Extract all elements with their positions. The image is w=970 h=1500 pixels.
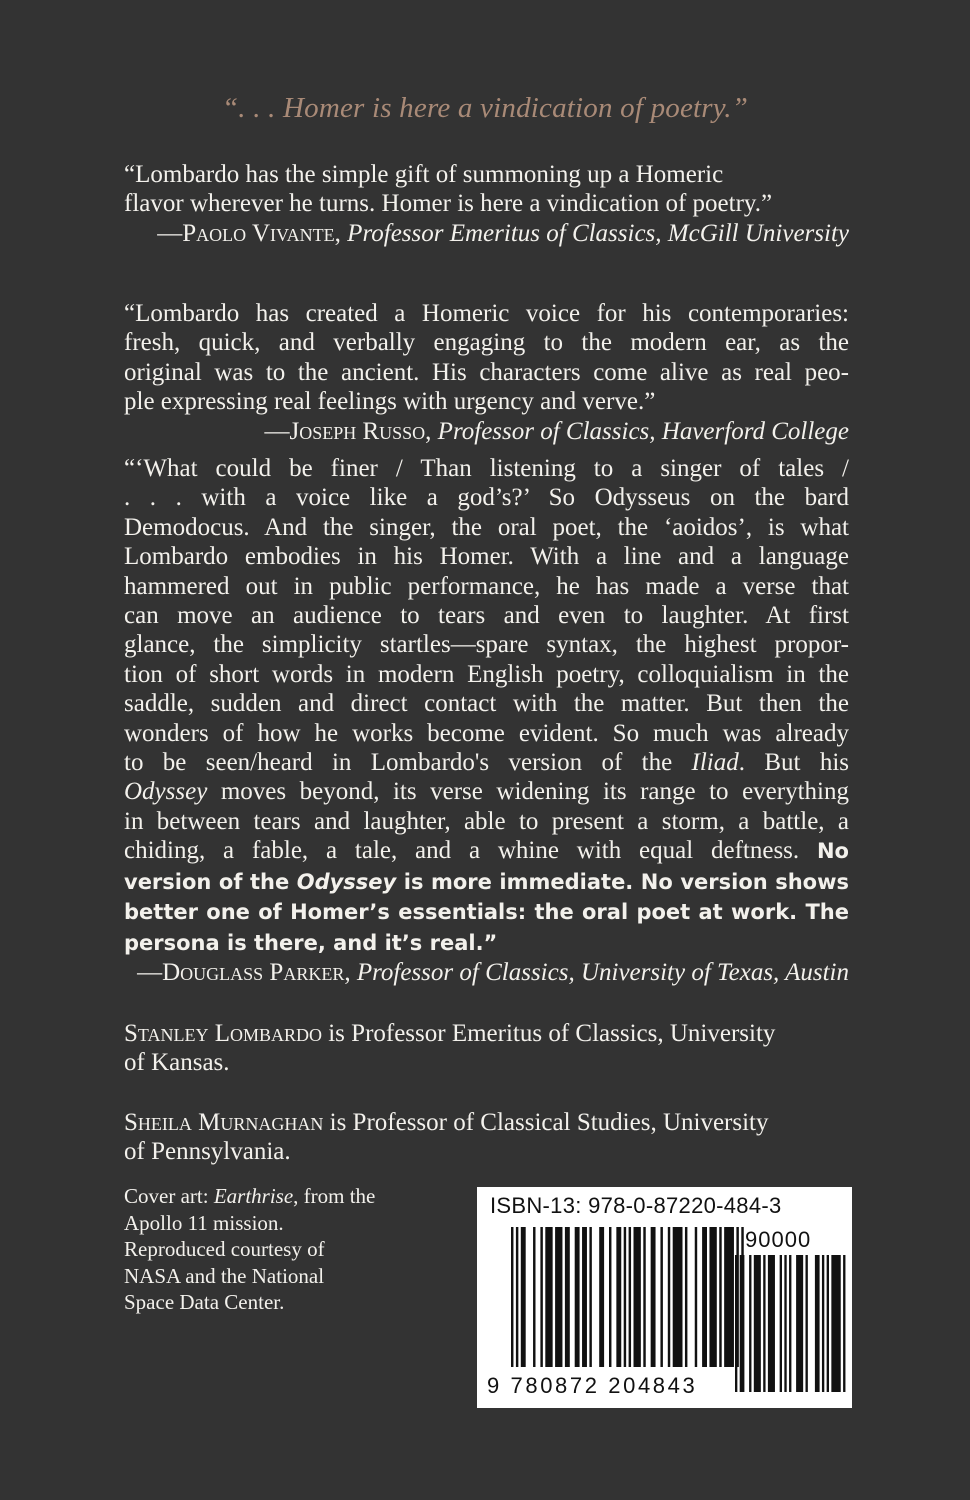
barcode-bar (545, 1227, 552, 1367)
credit-text: Cover art: (124, 1184, 214, 1208)
quote-attribution (124, 417, 849, 446)
quote-line (124, 836, 849, 866)
barcode-bar (789, 1255, 791, 1392)
price-code: 90000 (745, 1227, 812, 1252)
barcode-digits: 9 780872 204843 (487, 1373, 698, 1398)
barcode-bar (511, 1227, 513, 1367)
quote-line (124, 897, 849, 927)
barcode-bar (589, 1227, 591, 1367)
barcode-bar (740, 1255, 745, 1392)
review-quote-russo (124, 299, 849, 446)
attribution-title: Professor of Classics, University of Texas, Austin (350, 958, 849, 986)
credit-text: Space Data Center. (124, 1290, 285, 1314)
attribution-name: —Paolo Vivante, (157, 219, 341, 247)
barcode-bar (685, 1227, 687, 1367)
quote-line: “Lombardo has the simple gift of summoning up a Homeric (124, 161, 724, 188)
cover-art-credit (124, 1183, 444, 1316)
credit-text: , from the (293, 1184, 376, 1208)
quote-text: to be seen/heard in Lombardo's version of the (124, 749, 692, 777)
attribution-name: —Douglass Parker, (137, 958, 351, 986)
quote-line (124, 867, 849, 897)
barcode-bar (521, 1227, 526, 1367)
barcode-bar (643, 1227, 645, 1367)
quote-line: “‘What could be finer / Than listening to a singer of tales / (124, 455, 849, 482)
barcode-bar (702, 1227, 707, 1367)
barcode-bar (651, 1227, 656, 1367)
attribution-name: —Joseph Russo, (264, 417, 432, 445)
bio-text: is Professor of Classical Studies, University (323, 1109, 769, 1136)
barcode-bar (582, 1227, 587, 1367)
barcode-bar (831, 1255, 840, 1392)
barcode-bar (629, 1227, 631, 1367)
barcode-bar (768, 1255, 775, 1392)
bio-name: Stanley Lombardo (124, 1020, 322, 1047)
barcode-bar (796, 1255, 803, 1392)
barcode-bar (724, 1227, 734, 1367)
barcode-bar (827, 1255, 829, 1392)
barcode-bar (673, 1227, 683, 1367)
quote-line (124, 748, 849, 777)
quote-line: glance, the simplicity startles—spare syntax, the highest propor- (124, 631, 849, 659)
quote-text: moves beyond, its verse widening its range to everything (207, 778, 849, 806)
barcode-bar (784, 1255, 786, 1392)
credit-text: NASA and the National (124, 1263, 325, 1288)
tagline: “. . . Homer is here a vindication of poetry.” (221, 92, 749, 124)
attribution-title: Professor of Classics, Haverford College (431, 417, 849, 445)
quote-line: Demodocus. And the singer, the oral poet, the ‘aoidos’, is what (124, 513, 849, 541)
barcode-bar (843, 1255, 845, 1392)
isbn-label: ISBN-13: 978-0-87220-484-3 (490, 1193, 782, 1218)
barcode-bar (616, 1227, 621, 1367)
barcode-bar (754, 1255, 761, 1392)
quote-line (124, 928, 849, 958)
barcode-bar (695, 1227, 697, 1367)
quote-line: saddle, sudden and direct contact with the matter. But then the (124, 690, 849, 718)
review-quote-parker (124, 454, 849, 987)
barcode-bar (668, 1227, 670, 1367)
quote-line: in between tears and laughter, able to present a storm, a battle, a (124, 807, 849, 835)
barcode-bar (709, 1227, 716, 1367)
barcode-bar (575, 1227, 580, 1367)
quote-line: ple expressing real feelings with urgency and verve.” (124, 388, 656, 416)
quote-line: hammered out in public performance, he has made a verse that (124, 572, 849, 600)
quote-line: tion of short words in modern English poetry, colloquialism in the (124, 660, 849, 688)
barcode-bar (749, 1255, 751, 1392)
bio-text: of Pennsylvania. (124, 1138, 291, 1166)
barcode-bar (780, 1255, 782, 1392)
book-title-iliad: Iliad (691, 749, 739, 777)
quote-line: . . . with a voice like a god’s?’ So Odysseus on the bard (124, 484, 849, 512)
barcode-bar (565, 1227, 570, 1367)
bio-text: of Kansas. (124, 1049, 230, 1077)
review-quote-vivante (124, 160, 849, 248)
quote-attribution (124, 219, 849, 248)
attribution-title: Professor Emeritus of Classics, McGill University (340, 219, 849, 247)
introduction-author-bio (124, 1108, 849, 1167)
translator-bio (124, 1019, 849, 1078)
isbn-barcode (477, 1187, 852, 1408)
quote-attribution (124, 958, 849, 987)
bio-name: Sheila Murnaghan (124, 1109, 324, 1136)
quote-bold-text: version of the (124, 869, 297, 894)
barcode-bar (634, 1227, 641, 1367)
quote-line: wonders of how he works become evident. So much was already (124, 719, 849, 747)
quote-line: flavor wherever he turns. Homer is here a vindication of poetry.” (124, 190, 773, 218)
book-title-odyssey: Odyssey (296, 869, 397, 894)
barcode-bar (516, 1227, 518, 1367)
credit-text: Reproduced courtesy of (124, 1237, 325, 1261)
barcode-bar (540, 1227, 542, 1367)
quote-text: . But his (738, 749, 849, 777)
quote-line: original was to the ancient. His characters come alive as real peo- (124, 358, 849, 386)
barcode-bar (624, 1227, 626, 1367)
quote-bold-text: better one of Homer’s essentials: the oral poet at work. The (124, 900, 849, 925)
barcode-bar (555, 1227, 562, 1367)
barcode-bar (660, 1227, 662, 1367)
barcode-bar (735, 1255, 737, 1392)
barcode-bar (533, 1227, 535, 1367)
barcode-bar (815, 1255, 820, 1392)
quote-line: “Lombardo has created a Homeric voice for his contemporaries: (124, 300, 849, 327)
barcode-bar (806, 1255, 808, 1392)
quote-bold-text: No (816, 839, 849, 864)
quote-line: fresh, quick, and verbally engaging to the modern ear, as the (124, 329, 849, 357)
quote-line: can move an audience to tears and even to laughter. At first (124, 602, 849, 630)
barcode-bar (763, 1255, 765, 1392)
barcode-bar (719, 1227, 721, 1367)
bio-text: is Professor Emeritus of Classics, University (321, 1020, 776, 1047)
quote-text: chiding, a fable, a tale, and a whine with equal deftness. (124, 837, 817, 865)
barcode-bar (609, 1227, 611, 1367)
barcode-bar (822, 1255, 824, 1392)
quote-bold-text: is more immediate. No version shows (396, 869, 850, 894)
quote-line: Lombardo embodies in his Homer. With a line and a language (124, 543, 849, 571)
credit-art-title: Earthrise (213, 1184, 294, 1208)
quote-line (124, 777, 849, 806)
barcode-bar (599, 1227, 604, 1367)
credit-text: Apollo 11 mission. (124, 1210, 284, 1235)
quote-bold-text: persona is there, and it’s real.” (124, 930, 498, 955)
book-title-odyssey: Odyssey (124, 778, 208, 806)
